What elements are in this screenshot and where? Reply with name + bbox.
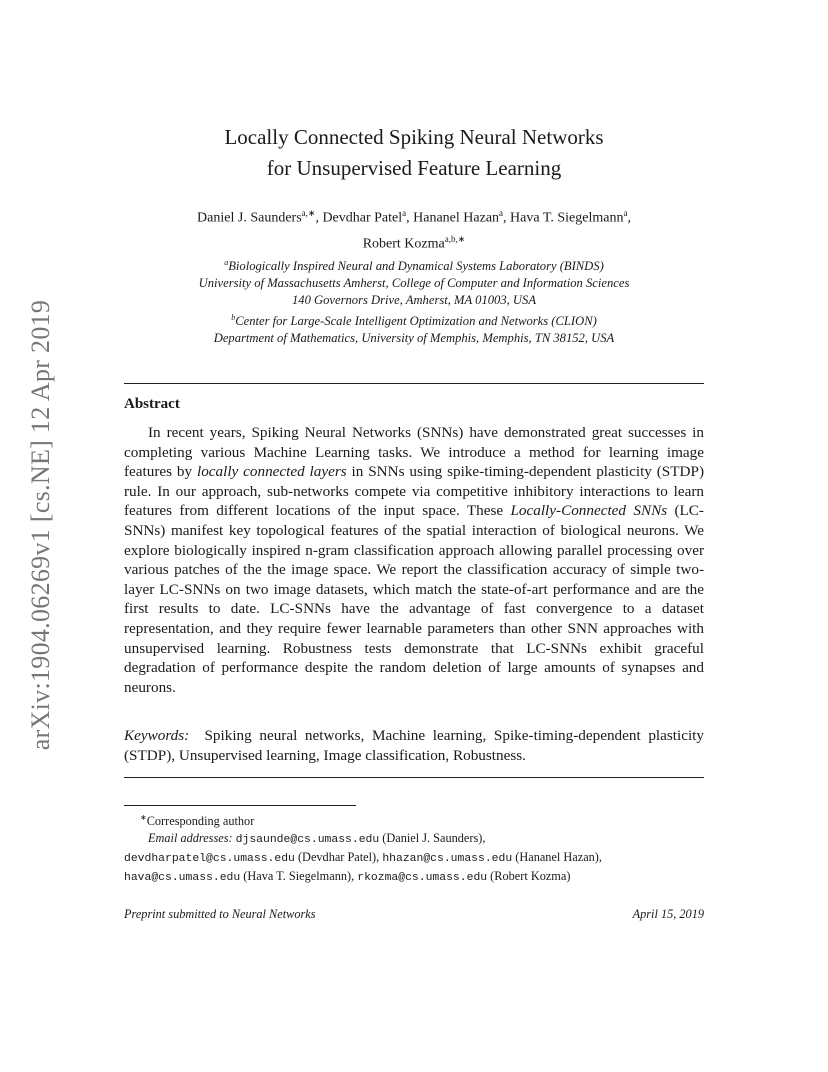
affiliation-a-line-1: Biologically Inspired Neural and Dynamical Systems Laboratory (BINDS) bbox=[228, 259, 604, 274]
keywords bbox=[124, 726, 704, 765]
title-line-1: Locally Connected Spiking Neural Networks bbox=[224, 125, 604, 149]
author-affil-mark: a bbox=[499, 208, 504, 218]
email-address[interactable]: hava@cs.umass.edu bbox=[124, 872, 241, 885]
corresponding-author-note: Corresponding author bbox=[146, 814, 255, 829]
abstract-top-rule bbox=[124, 383, 704, 384]
preprint-date: April 15, 2019 bbox=[632, 907, 704, 921]
keywords-text: Spiking neural networks, Machine learning, Spike-timing-dependent plasticity (STDP), Unsupervised learning, Image classification, Robustness. bbox=[124, 727, 704, 764]
affiliation-b-line-2: Department of Mathematics, University of Memphis, Memphis, TN 38152, USA bbox=[213, 331, 615, 346]
abstract-bottom-rule bbox=[124, 777, 704, 778]
email-address[interactable]: devdharpatel@cs.umass.edu bbox=[124, 853, 295, 866]
keywords-label: Keywords: bbox=[124, 727, 190, 744]
footnote: ∗Corresponding author Email addresses: djsaunde@cs.umass.edu (Daniel J. Saunders), devdharpatel@cs.umass.edu (Devdhar Patel), hhazan@cs.umass.edu (Hananel Hazan), hava@cs.umass.edu (Hava T. Siegelmann), rkozma@cs.umass.edu (Robert Kozma) bbox=[124, 813, 602, 885]
abstract-heading: Abstract bbox=[124, 396, 180, 412]
affiliations: $^a$Biologically Inspired Neural and Dynamical Systems Laboratory (BINDS) University of Massachusetts Amherst, College of Computer and Information Sciences 140 Governors Drive, Amherst, MA 01003, USA $^b$Center for Large-Scale Intelligent Optimization and Networks (CLION) Department of Mathematics, University of Memphis, Memphis, TN 38152, USA bbox=[0, 254, 828, 347]
abstract-body: In recent years, Spiking Neural Networks (SNNs) have demonstrated great successes in completing various Machine Learning tasks. We introduce a method for learning image features by locally connected layers in SNNs using spike-timing-dependent plasticity (STDP) rule. In our approach, sub-networks compete via competitive inhibitory interactions to learn features from different locations of the input space. These Locally-Connected SNNs (LC-SNNs) manifest key topological features of the spatial interaction of biological neurons. We explore biologically inspired n-gram classification approach allowing parallel processing over various patches of the the image space. We report the classification accuracy of simple two-layer LC-SNNs on two image datasets, which match the state-of-art performance and are the first results to date. LC-SNNs have the advantage of fast convergence to a dataset representation, and they require fewer learnable parameters than other SNN approaches with unsupervised learning. Robustness tests demonstrate that LC-SNNs exhibit graceful degradation of performance despite the random deletion of large amounts of synapses and neurons. bbox=[124, 424, 704, 696]
author-name: Hananel Hazan bbox=[413, 210, 500, 226]
paper-title bbox=[0, 122, 828, 184]
author-name: Robert Kozma bbox=[362, 236, 445, 252]
footnote-rule bbox=[124, 805, 356, 806]
preprint-note: Preprint submitted to Neural Networks bbox=[124, 907, 316, 921]
author-name: Devdhar Patel bbox=[322, 210, 403, 226]
author-affil-mark: a bbox=[402, 208, 407, 218]
author-affil-mark: a bbox=[623, 208, 628, 218]
email-address[interactable]: hhazan@cs.umass.edu bbox=[382, 853, 513, 866]
arxiv-id-text: arXiv:1904.06269v1 [cs.NE] 12 Apr 2019 bbox=[26, 299, 55, 751]
affiliation-a-line-2: University of Massachusetts Amherst, College of Computer and Information Sciences bbox=[198, 276, 630, 291]
emphasis-locally-connected: locally connected layers bbox=[196, 463, 347, 481]
author-affil-mark: a,∗ bbox=[301, 208, 316, 218]
affiliation-b-line-1: Center for Large-Scale Intelligent Optimization and Networks (CLION) bbox=[235, 314, 597, 329]
author-name: Hava T. Siegelmann bbox=[510, 210, 624, 226]
arxiv-side-label bbox=[21, 290, 61, 760]
author-list: Daniel J. Saunders$^{a,∗}$, Devdhar Patel$^a$, Hananel Hazan$^a$, Hava T. Siegelmann$^a$, Robert Kozma$^{a,b,∗}$ bbox=[197, 208, 631, 252]
affiliation-a-line-3: 140 Governors Drive, Amherst, MA 01003, USA bbox=[291, 293, 537, 308]
emphasis-lc-snns: Locally-Connected SNNs bbox=[510, 502, 668, 520]
author-name: Daniel J. Saunders bbox=[197, 210, 302, 226]
title-line-2: for Unsupervised Feature Learning bbox=[266, 156, 562, 180]
author-affil-mark: a,b,∗ bbox=[444, 233, 466, 244]
email-label: Email addresses: bbox=[148, 831, 233, 846]
page-footer bbox=[124, 907, 704, 922]
email-address[interactable]: djsaunde@cs.umass.edu bbox=[235, 834, 380, 847]
email-address[interactable]: rkozma@cs.umass.edu bbox=[357, 872, 488, 885]
